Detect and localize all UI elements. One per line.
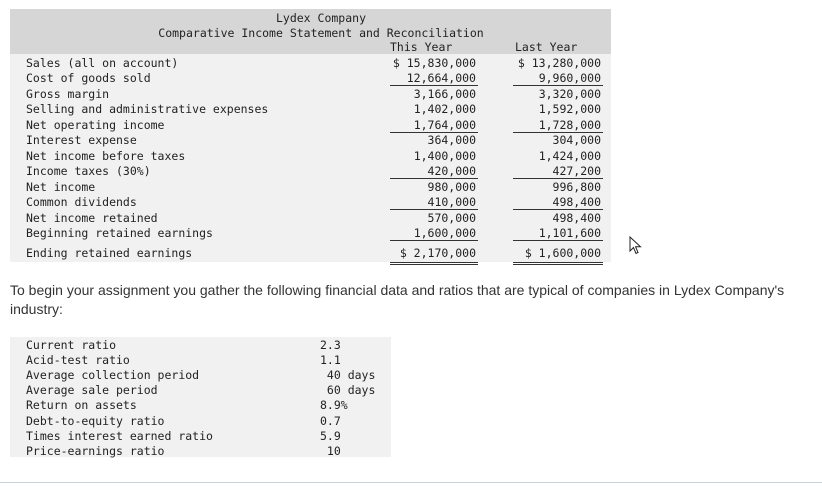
row-label: Cost of goods sold [26,71,151,85]
row-value-this-year: 570,000 [427,211,476,225]
row-value-this-year: 1,400,000 [413,149,476,163]
row-value-this-year: 980,000 [427,180,476,194]
row-label: Interest expense [26,133,137,147]
row-label: Income taxes (30%) [26,164,151,178]
row-value-last-year: $ 1,600,000 [524,246,601,260]
row-value-last-year: 1,728,000 [538,118,601,132]
row-value-last-year: 427,200 [552,164,601,178]
row-value-last-year: 304,000 [552,133,601,147]
ratio-value: 10 [320,443,341,458]
total-rule [513,85,603,86]
total-rule [513,178,603,179]
row-value-this-year: 1,402,000 [413,102,476,116]
ratio-label: Price-earnings ratio [26,443,165,458]
total-rule [390,209,478,210]
row-value-this-year: $ 2,170,000 [399,246,476,260]
row-label: Net income [26,180,96,194]
row-label: Ending retained earnings [26,246,193,260]
row-value-last-year: $ 13,280,000 [517,56,601,70]
total-rule [390,85,478,86]
row-label: Net income before taxes [26,149,186,163]
row-value-this-year: 12,664,000 [406,71,476,85]
ratio-label: Average sale period [26,383,158,398]
company-name: Lydex Company [275,11,366,25]
intro-paragraph: To begin your assignment you gather the following financial data and ratios that are typical of companies in Lydex Company's industry: [10,282,785,317]
row-label: Selling and administrative expenses [26,102,269,116]
row-label: Net operating income [26,118,165,132]
row-label: Gross margin [26,87,110,101]
row-value-this-year: 1,600,000 [413,226,476,240]
ratio-label: Average collection period [26,368,200,383]
row-value-last-year: 996,800 [552,180,601,194]
row-value-last-year: 1,592,000 [538,102,601,116]
total-rule [390,132,478,133]
double-total-rule [513,262,603,263]
bottom-divider [0,482,822,483]
statement-subtitle: Comparative Income Statement and Reconciliation [158,26,484,40]
ratio-label: Times interest earned ratio [26,428,213,443]
total-rule [390,178,478,179]
total-rule [513,132,603,133]
row-label: Beginning retained earnings [26,226,213,240]
industry-ratios-table [10,337,391,457]
ratio-label: Acid-test ratio [26,353,130,368]
row-value-this-year: 420,000 [427,164,476,178]
income-statement-table [10,9,611,262]
row-value-this-year: 410,000 [427,195,476,209]
ratio-label: Return on assets [26,398,137,413]
double-total-rule [390,264,478,265]
ratio-value: 2.3 [320,338,341,352]
mouse-cursor-icon [629,236,643,256]
ratio-value: 5.9 [320,428,341,443]
row-value-this-year: 3,166,000 [413,87,476,101]
total-rule [513,209,603,210]
row-value-this-year: 364,000 [427,133,476,147]
ratio-label: Current ratio [26,338,117,352]
total-rule [513,240,603,241]
row-label: Common dividends [26,195,137,209]
double-total-rule [513,264,603,265]
total-rule [390,240,478,241]
row-value-last-year: 9,960,000 [538,71,601,85]
ratio-label: Debt-to-equity ratio [26,413,165,428]
double-total-rule [390,262,478,263]
row-value-last-year: 1,424,000 [538,149,601,163]
ratio-value: 8.9% [320,398,348,413]
row-value-last-year: 498,400 [552,211,601,225]
ratio-value: 60 days [320,383,376,398]
column-header-last-year: Last Year [515,40,578,54]
row-value-last-year: 498,400 [552,195,601,209]
row-value-last-year: 3,320,000 [538,87,601,101]
ratio-value: 40 days [320,368,376,383]
row-label: Sales (all on account) [26,56,179,70]
ratio-value: 1.1 [320,353,341,368]
ratio-value: 0.7 [320,413,341,428]
row-value-last-year: 1,101,600 [538,226,601,240]
column-header-this-year: This Year [390,40,453,54]
row-value-this-year: $ 15,830,000 [392,56,476,70]
row-label: Net income retained [26,211,158,225]
row-value-this-year: 1,764,000 [413,118,476,132]
